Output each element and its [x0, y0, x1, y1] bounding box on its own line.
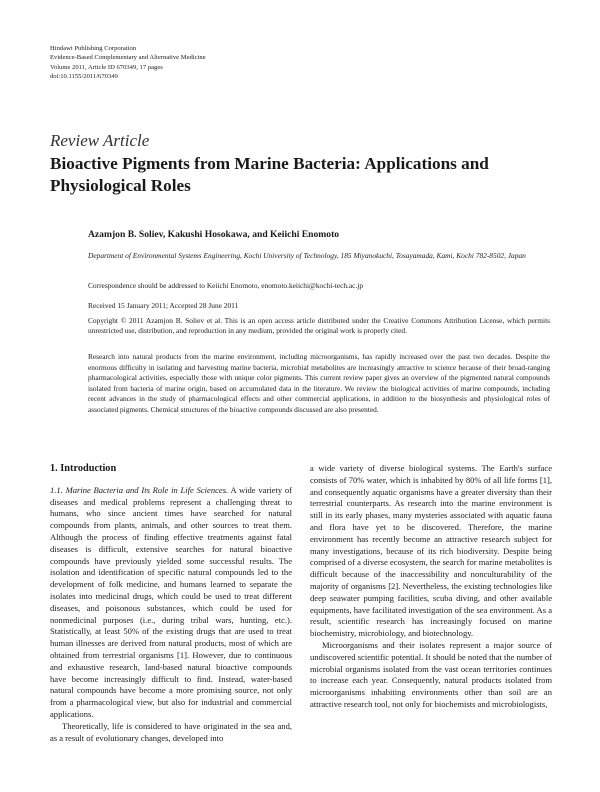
authors: Azamjon B. Soliev, Kakushi Hosokawa, and Keiichi Enomoto	[88, 229, 340, 240]
journal-name: Evidence-Based Complementary and Alternative Medicine	[50, 54, 206, 62]
doi: doi:10.1155/2011/670349	[50, 72, 118, 80]
left-column	[50, 463, 292, 744]
copyright: Copyright © 2011 Azamjon B. Soliev et al. This is an open access article distributed under the Creative Commons Attribution License, which permits unrestricted use, distribution, and reproduction in any medium, provided the original work is properly cited.	[88, 316, 550, 336]
paragraph	[50, 485, 292, 721]
paragraph: Theoretically, life is considered to have originated in the sea and, as a result of evolutionary changes, developed into	[50, 720, 292, 743]
volume-info: Volume 2011, Article ID 670349, 17 pages	[50, 63, 163, 71]
correspondence: Correspondence should be addressed to Keiichi Enomoto, enomoto.keiichi@kochi-tech.ac.jp	[88, 281, 364, 290]
article-type: Review Article	[50, 131, 150, 150]
paragraph-text: A wide variety of diseases and medical problems represent a challenging threat to humans, who since ancient times have searched for natural compounds from plants, animals, and other sources to treat them. Although the process of finding effective treatments against fatal diseases is difficult, extensive searches for natural bioactive compounds have previously yielded some successful results. The isolation and identification of specific natural compounds led to the development of folk medicine, and humans learned to separate the isolates into medicinal drugs, which could be used to treat different diseases, and poisonous substances, which could be used for nonmedicinal purposes (i.e., during tribal wars, hunting, etc.). Statistically, at least 50% of the existing drugs that are used to treat human illnesses are derived from natural products, most of which are obtained from terrestrial organisms [1]. However, due to continuous and exhaustive research, land-based natural bioactive compounds have become increasingly difficult to find. Instead, water-based natural compounds have become a more promising source, not only from a pharmacological view, but also for industrial and commercial applications.	[50, 484, 292, 719]
affiliation: Department of Environmental Systems Engineering, Kochi University of Technology, 185 Miyanokuchi, Tosayamada, Kami, Kochi 782-8502, Japan	[88, 251, 526, 260]
abstract: Research into natural products from the marine environment, including microorganisms, has rapidly increased over the past two decades. Despite the enormous difficulty in isolating and harvesting marine bacteria, microbial metabolites are increasingly attractive to science because of their broad-ranging pharmacological activities, especially those with unique color pigments. This current review paper gives an overview of the pigmented natural compounds isolated from bacteria of marine origin, based on accumulated data in the literature. We review the biological activities of marine compounds, including recent advances in the study of pharmacological effects and other commercial applications, in addition to the biosynthesis and physiological roles of associated pigments. Chemical structures of the bioactive compounds discussed are also presented.	[88, 352, 550, 414]
right-column	[310, 463, 552, 711]
received-dates: Received 15 January 2011; Accepted 28 June 2011	[88, 301, 239, 310]
subsection-heading: 1.1. Marine Bacteria and Its Role in Life Sciences.	[50, 484, 229, 495]
article-title: Bioactive Pigments from Marine Bacteria: Applications and Physiological Roles	[50, 154, 489, 195]
publisher: Hindawi Publishing Corporation	[50, 45, 137, 52]
journal-header	[50, 44, 206, 81]
section-heading: 1. Introduction	[50, 463, 117, 474]
paragraph: a wide variety of diverse biological systems. The Earth's surface consists of 70% water, which is inhabited by 80% of all life forms [1], and consequently aquatic organisms have a greater diversity than their terrestrial counterparts. As research into the marine environment is still in its early phases, many mysteries associated with aquatic fauna and flora have yet to be discovered. Therefore, the marine environment has recently become an attractive research subject for many investigations, because of its rich biodiversity. Despite being comprised of a diverse ecosystem, the search for marine metabolites is difficult because of the inaccessibility and nonculturability of the majority of organisms [2]. Nevertheless, the existing technologies like deep seawater pumping facilities, scuba diving, and other available equipments, have facilitated investigation of the sea environment. As a result, scientific research has increasingly focused on marine biochemistry, microbiology, and biotechnology.	[310, 463, 552, 639]
paragraph: Microorganisms and their isolates represent a major source of undiscovered scientific potential. It should be noted that the number of microbial organisms isolated from the vast ocean territories continues to increase each year. Consequently, natural products isolated from microorganisms inhabiting environments other than soil are an attractive research tool, not only for biochemists and microbiologists,	[310, 639, 552, 709]
